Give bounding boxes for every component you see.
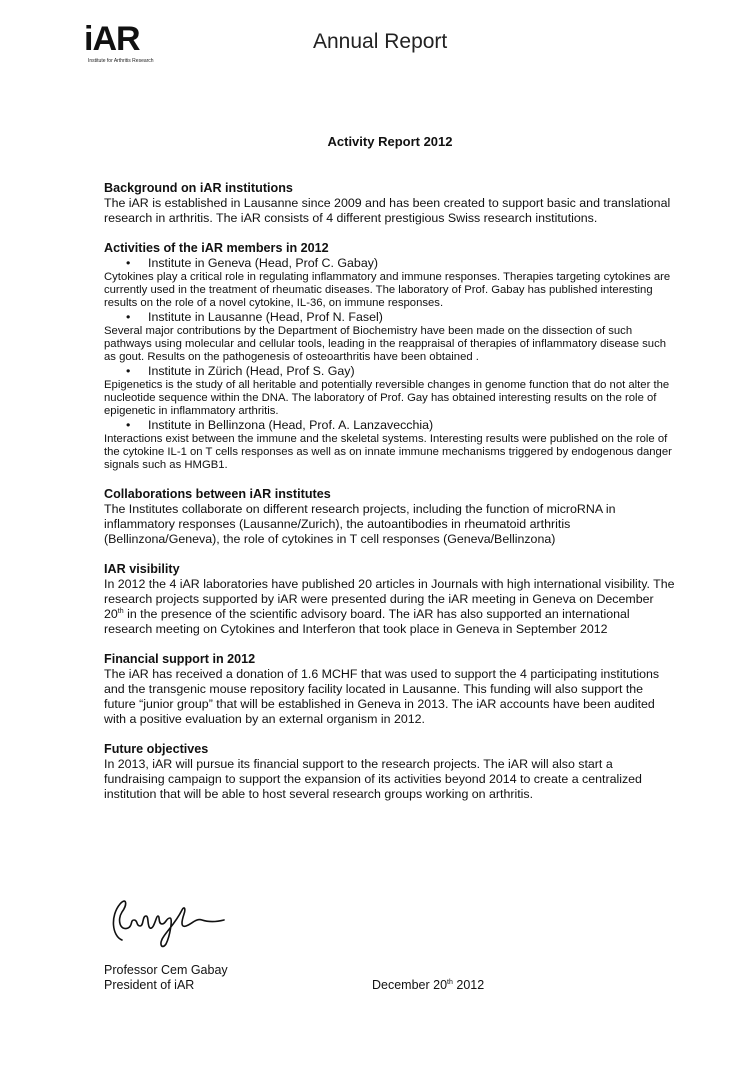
- bullet-text: Institute in Lausanne (Head, Prof N. Fasel): [148, 310, 383, 324]
- visibility-heading: IAR visibility: [104, 562, 180, 576]
- financial-section: [104, 652, 676, 727]
- background-heading: Background on iAR institutions: [104, 181, 293, 195]
- visibility-section: [104, 562, 676, 637]
- iar-logo: [84, 22, 204, 70]
- bullet-icon: •: [126, 310, 131, 324]
- collaborations-heading: Collaborations between iAR institutes: [104, 487, 331, 501]
- bullet-icon: •: [126, 364, 131, 378]
- logo-subtitle: Institute for Arthritis Research: [88, 58, 154, 64]
- visibility-text-part: in the presence of the scientific advisory board. The iAR has also supported an international research meeting on Cytokines and Interferon that took place in Geneva in September 2012: [104, 607, 630, 636]
- bullet-item: [126, 310, 676, 325]
- signatory-role: President of iAR: [104, 978, 195, 992]
- date-part: 2012: [452, 978, 485, 992]
- activities-heading: Activities of the iAR members in 2012: [104, 241, 329, 255]
- activity-text: Epigenetics is the study of all heritable and potentially reversible changes in genome function that do not alter the nucleotide sequence within the DNA. The laboratory of Prof. Gay has obtained interesting results on the role of epigenetic in inflammatory arthritis.: [104, 379, 670, 417]
- collaborations-text: The Institutes collaborate on different research projects, including the function of microRNA in inflammatory responses (Lausanne/Zurich), the autoantibodies in rheumatoid arthritis (Bellinzona/Geneva), the role of cytokines in T cell responses (Geneva/Bellinzona): [104, 502, 616, 546]
- bullet-text: Institute in Bellinzona (Head, Prof. A. Lanzavecchia): [148, 418, 434, 432]
- bullet-text: Institute in Zürich (Head, Prof S. Gay): [148, 364, 355, 378]
- report-title: Activity Report 2012: [327, 134, 453, 149]
- activities-section: [104, 241, 676, 472]
- future-section: [104, 742, 676, 802]
- bullet-icon: •: [126, 256, 131, 270]
- signatory-name: Professor Cem Gabay: [104, 963, 228, 977]
- visibility-text-part: In 2012 the 4 iAR laboratories have published 20 articles in Journals with high international visibility. The research projects supported by iAR were presented during the iAR meeting in Geneva on December 20: [104, 577, 675, 621]
- activity-text: Cytokines play a critical role in regulating inflammatory and immune responses. Therapies targeting cytokines are currently used in the treatment of rheumatic diseases. The laboratory of Prof. Gabay has published interesting results on the role of a novel cytokine, IL-36, on immune responses.: [104, 271, 671, 309]
- bullet-icon: •: [126, 418, 131, 432]
- bullet-text: Institute in Geneva (Head, Prof C. Gabay): [148, 256, 379, 270]
- handwritten-signature: [100, 886, 240, 956]
- future-text: In 2013, iAR will pursue its financial support to the research projects. The iAR will also start a fundraising campaign to support the expansion of its activities beyond 2014 to create a centralized institution that will be able to host several research groups working on arthritis.: [104, 757, 642, 801]
- bullet-item: [126, 418, 676, 433]
- background-section: [104, 181, 676, 226]
- logo-text: iAR: [84, 20, 140, 58]
- visibility-text: [104, 577, 676, 637]
- collaborations-section: [104, 487, 676, 547]
- bullet-item: [126, 364, 676, 379]
- financial-heading: Financial support in 2012: [104, 652, 256, 666]
- bullet-item: [126, 256, 676, 271]
- header-title: Annual Report: [313, 30, 448, 53]
- future-heading: Future objectives: [104, 742, 209, 756]
- date-part: December 20: [372, 978, 448, 992]
- visibility-superscript: th: [117, 607, 124, 615]
- activity-text: Interactions exist between the immune and the skeletal systems. Interesting results were published on the role of the cytokine IL-1 on T cells responses as well as on innate immune mechanisms triggered by endogenous danger signals such as HMGB1.: [104, 433, 672, 471]
- financial-text: The iAR has received a donation of 1.6 MCHF that was used to support the 4 participating institutions and the transgenic mouse repository facility located in Lausanne. This funding will also support the future “junior group” that will be established in Geneva in 2013. The iAR accounts have been audited with a positive evaluation by an external organism in 2012.: [104, 667, 660, 726]
- background-text: The iAR is established in Lausanne since 2009 and has been created to support basic and translational research in arthritis. The iAR consists of 4 different prestigious Swiss research institutions.: [104, 196, 671, 225]
- report-body: [104, 181, 676, 802]
- activity-text: Several major contributions by the Department of Biochemistry have been made on the dissection of such pathways using molecular and cellular tools, leading in the reappraisal of therapies of inflammatory disease such as gout. Results on the pathogenesis of osteoarthritis have been obtained .: [104, 325, 667, 363]
- date-superscript: th: [447, 978, 453, 986]
- signature-date: [372, 978, 484, 993]
